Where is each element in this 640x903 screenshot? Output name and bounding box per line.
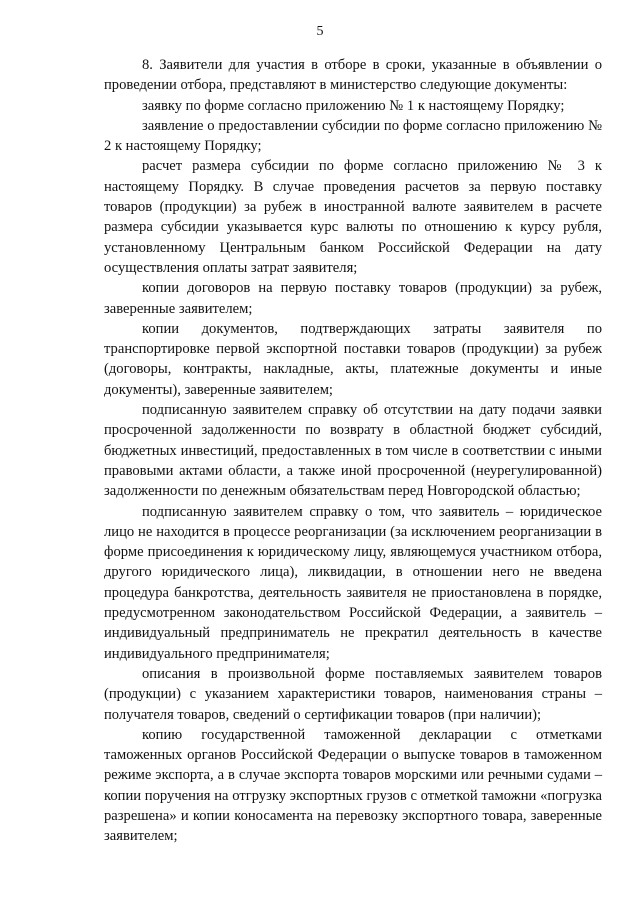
document-body [104, 55, 602, 847]
paragraph-no-reorganization-certificate: подписанную заявителем справку о том, что заявитель – юридическое лицо не находится в процессе реорганизации (за исключением реорганизации в форме присоединения к юридическому лицу, являющемуся участником отбора, другого юридического лица), ликвидации, в отношении него не введена процедура банкротства, деятельность заявителя не приостановлена в порядке, предусмотренном законодательством Российской Федерации, а заявитель – индивидуальный предприниматель не прекратил деятельность в качестве индивидуального предпринимателя; [104, 503, 602, 662]
paragraph-application-form: заявку по форме согласно приложению № 1 к настоящему Порядку; [142, 97, 565, 114]
paragraph-contract-copies: копии договоров на первую поставку товаров (продукции) за рубеж, заверенные заявителем; [104, 280, 602, 317]
paragraph-transport-cost-documents: копии документов, подтверждающих затраты заявителя по транспортировке первой экспортной поставки товаров (продукции) за рубеж (договоры, контракты, накладные, акты, платежные документы и иные документы), заверенные заявителем; [104, 320, 602, 398]
paragraph-no-debt-certificate: подписанную заявителем справку об отсутствии на дату подачи заявки просроченной задолженности по возврату в областной бюджет субсидий, бюджетных инвестиций, предоставленных в том числе в соответствии с иными правовыми актами области, а также иной просроченной (неурегулированной) задолженности по денежным обязательствам перед Новгородской областью; [104, 402, 602, 500]
paragraph-customs-declaration: копию государственной таможенной декларации с отметками таможенных органов Российской Федерации о выпуске товаров в таможенном режиме экспорта, а в случае экспорта товаров морскими или речными судами – копии поручения на отгрузку экспортных грузов с отметкой таможни «погрузка разрешена» и копии коносамента на перевозку экспортного товара, заверенные заявителем; [104, 726, 602, 845]
paragraph-goods-description: описания в произвольной форме поставляемых заявителем товаров (продукции) с указанием характеристики товаров, наименования страны – получателя товаров, сведений о сертификации товаров (при наличии); [104, 665, 602, 723]
paragraph-subsidy-calculation: расчет размера субсидии по форме согласно приложению № 3 к настоящему Порядку. В случае проведения расчетов за первую поставку товаров (продукции) за рубеж в иностранной валюте заявителем в расчете размера субсидии указывается курс валюты по отношению к курсу рубля, установленному Центральным банком Российской Федерации на дату осуществления оплаты затрат заявителя; [104, 158, 602, 276]
page-number: 5 [316, 24, 324, 39]
paragraph-clause-8-intro: 8. Заявители для участия в отборе в сроки, указанные в объявлении о проведении отбора, представляют в министерство следующие документы: [104, 57, 602, 94]
paragraph-subsidy-statement: заявление о предоставлении субсидии по форме согласно приложению № 2 к настоящему Порядку; [104, 117, 602, 155]
